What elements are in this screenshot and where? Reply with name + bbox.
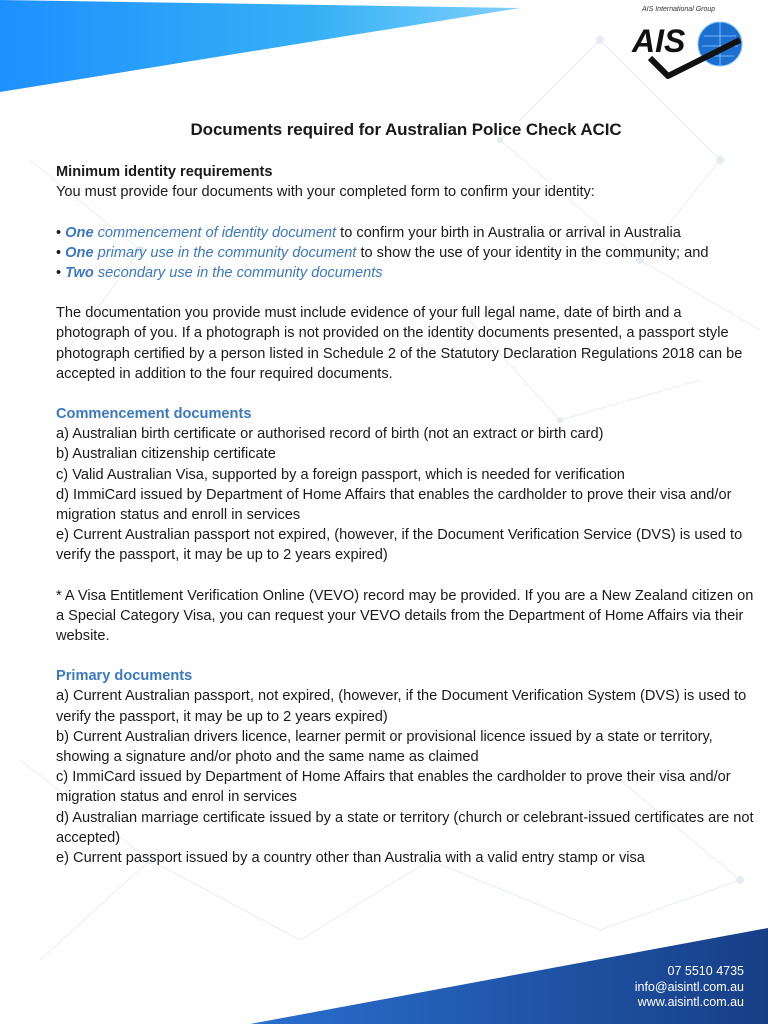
primary-heading: Primary documents	[56, 668, 193, 685]
min-id-heading: Minimum identity requirements	[56, 164, 273, 181]
list-item: c) ImmiCard issued by Department of Home Affairs that enables the cardholder to prove their visa and/or migration status and enrol in services	[56, 769, 731, 806]
list-item: d) ImmiCard issued by Department of Home Affairs that enables the cardholder to prove their visa and/or migration status and enroll in services	[56, 486, 732, 524]
logo-caption: AIS International Group	[642, 6, 716, 13]
min-id-intro: You must provide four documents with your completed form to confirm your identity:	[56, 184, 595, 201]
list-item: b) Australian citizenship certificate	[56, 446, 276, 463]
website-link[interactable]: www.aisintl.com.au	[637, 995, 744, 1009]
commencement-heading: Commencement documents	[56, 406, 252, 423]
list-item: c) Valid Australian Visa, supported by a foreign passport, which is needed for verification	[56, 466, 625, 483]
list-item: a) Australian birth certificate or authorised record of birth (not an extract or birth card)	[56, 426, 604, 443]
list-item: d) Australian marriage certificate issued by a state or territory (church or celebrant-issued certificates are not accepted)	[56, 809, 754, 846]
evidence-paragraph: The documentation you provide must include evidence of your full legal name, date of birth and a photograph of you. If a photograph is not provided on the identity documents presented, a passport style photograph certified by a person listed in Schedule 2 of the Statutory Declaration Regulations 2018 can be accepted in addition to the four required documents.	[56, 305, 743, 382]
document-body	[56, 120, 756, 868]
page-title: Documents required for Australian Police Check ACIC	[190, 120, 622, 139]
list-item: b) Current Australian drivers licence, learner permit or provisional licence issued by a state or territory, showing a signature and/or photo and the same name as claimed	[56, 728, 713, 766]
list-item: e) Current Australian passport not expired, (however, if the Document Verification Service (DVS) is used to verify the passport, it may be up to 2 years expired)	[56, 527, 743, 564]
bullet-commencement: • One commencement of identity document to confirm your birth in Australia or arrival in Australia	[56, 224, 681, 241]
logo-text: AIS	[632, 23, 686, 59]
email-link[interactable]: info@aisintl.com.au	[634, 979, 744, 994]
ais-logo-mark	[628, 14, 748, 80]
bullet-primary: • One primary use in the community document to show the use of your identity in the community; and	[56, 244, 709, 261]
ais-logo	[628, 6, 748, 80]
bullet-secondary: • Two secondary use in the community documents	[56, 265, 383, 282]
vevo-note: * A Visa Entitlement Verification Online (VEVO) record may be provided. If you are a New Zealand citizen on a Special Category Visa, you can request your VEVO details from the Department of Home Affairs via their website.	[56, 587, 754, 645]
phone-number: 07 5510 4735	[667, 964, 744, 978]
contact-info	[635, 964, 744, 1011]
list-item: a) Current Australian passport, not expired, (however, if the Document Verification System (DVS) is used to verify the passport, it may be up to 2 years expired)	[56, 688, 747, 725]
list-item: e) Current passport issued by a country other than Australia with a valid entry stamp or visa	[56, 850, 645, 867]
top-banner	[0, 0, 540, 95]
